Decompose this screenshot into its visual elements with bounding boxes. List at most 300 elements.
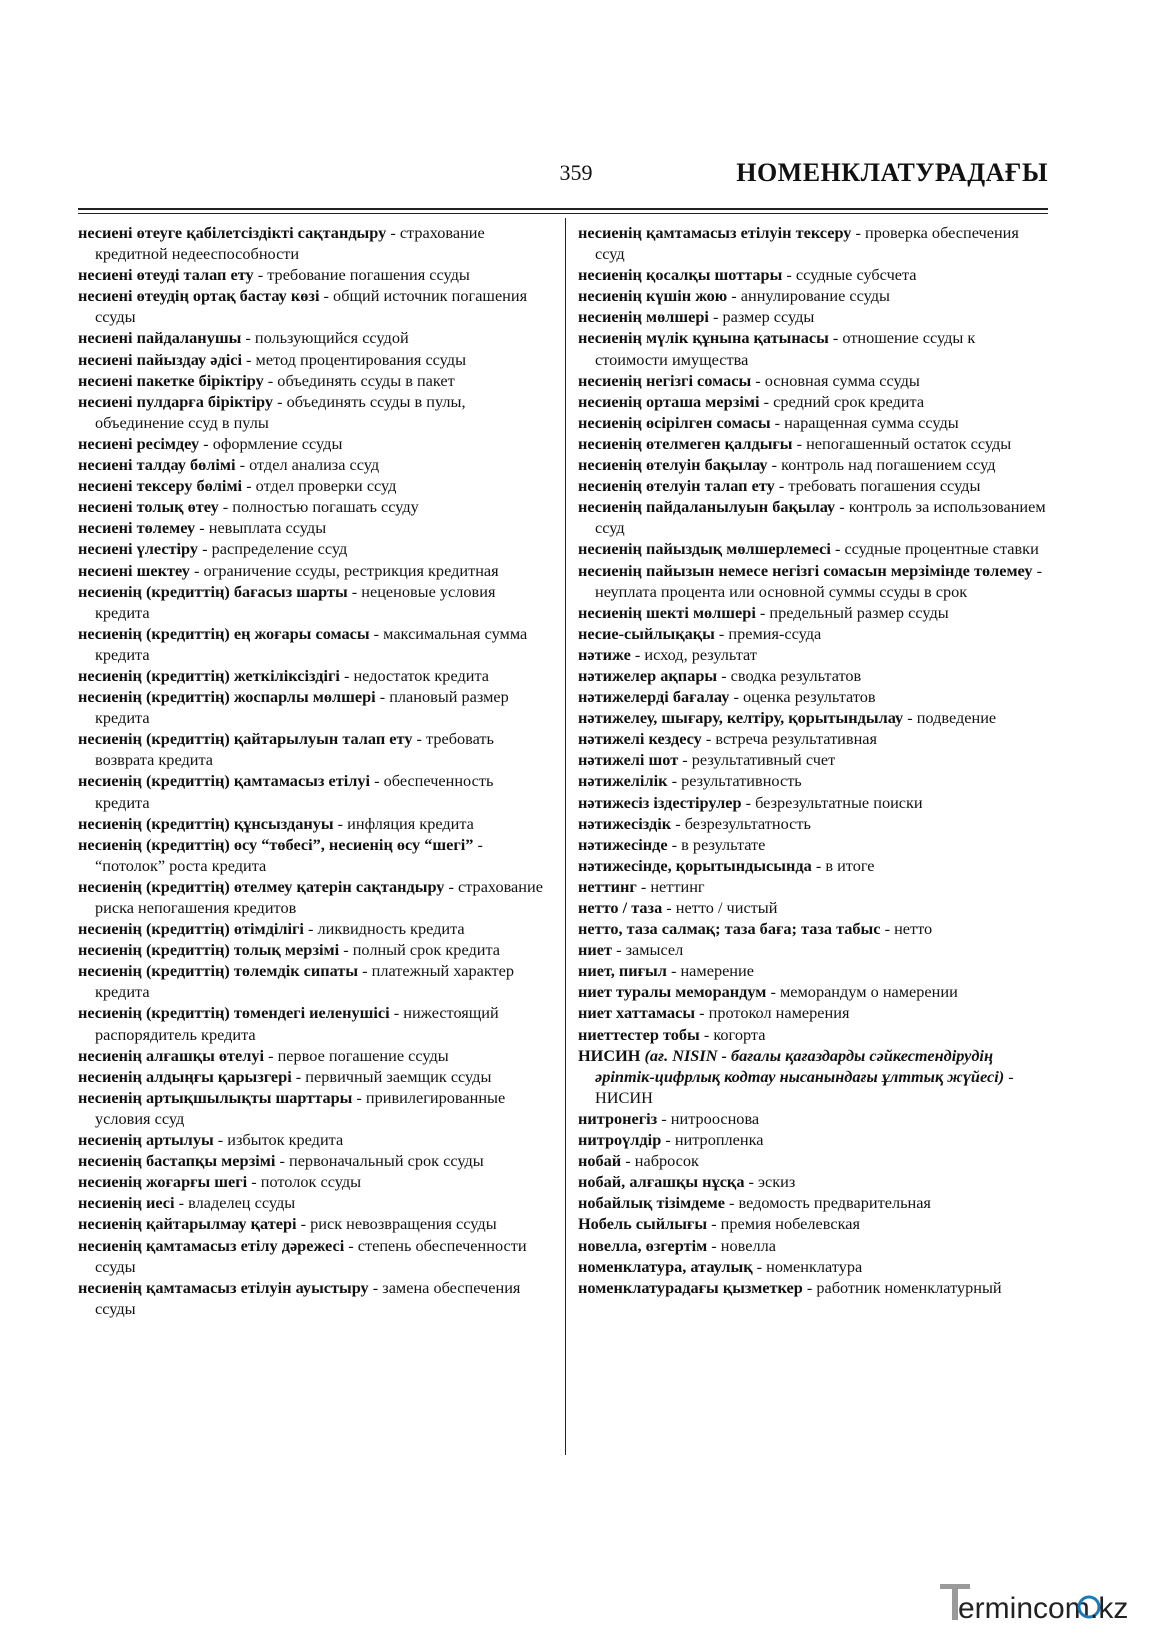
entry-definition: результативный счет	[691, 750, 836, 770]
dictionary-entry	[78, 960, 550, 1002]
entry-separator: -	[707, 1235, 721, 1255]
entry-term: нобайлық тізімдеме	[578, 1193, 725, 1213]
dictionary-entry	[578, 1045, 1050, 1108]
entry-term: нәтижесіздік	[578, 813, 672, 833]
entry-term: несиенің (кредиттің) өтімділігі	[78, 919, 304, 939]
entry-definition: неуплата процента или основной суммы ссуды в срок	[595, 581, 968, 601]
dictionary-entry	[78, 1171, 550, 1192]
dictionary-entry	[578, 939, 1050, 960]
entry-definition: безрезультатность	[684, 813, 811, 833]
entry-term: ниет хаттамасы	[578, 1003, 696, 1023]
dictionary-entry	[578, 412, 1050, 433]
entry-separator: -	[213, 1130, 228, 1150]
entry-separator: -	[621, 1151, 635, 1171]
entry-definition: ликвидность кредита	[317, 919, 465, 939]
entry-definition: первоначальный срок ссуды	[288, 1151, 484, 1171]
entry-term: несиенің (кредиттің) бағасыз шарты	[78, 581, 348, 601]
entry-definition: предельный размер ссуды	[769, 602, 949, 622]
dictionary-entry	[578, 1235, 1050, 1256]
entry-definition: подведение	[916, 708, 997, 728]
entry-separator: -	[358, 961, 372, 981]
entry-separator: -	[751, 370, 765, 390]
entry-term: нәтижесінде	[578, 834, 668, 854]
entry-term: несие-сыйлықақы	[578, 623, 715, 643]
dictionary-entry	[578, 918, 1050, 939]
entry-definition: ведомость предварительная	[738, 1193, 931, 1213]
entry-term: несиенің алдыңғы қарызгері	[78, 1066, 292, 1086]
dictionary-entry	[78, 538, 550, 559]
entry-definition: отношение ссуды к стоимости имущества	[595, 328, 976, 369]
entry-definition: плановый размер кредита	[95, 687, 509, 728]
header-rule-thick	[78, 208, 1048, 210]
entry-term: несиені пулдарға біріктіру	[78, 391, 274, 411]
entry-term: несиенің қамтамасыз етілуін ауыстыру	[78, 1277, 369, 1297]
dictionary-entry	[578, 327, 1050, 369]
entry-term: несиенің (кредиттің) төлемдік сипаты	[78, 961, 359, 981]
entry-definition: требовать возврата кредита	[95, 729, 494, 770]
entry-separator: -	[630, 644, 645, 664]
dictionary-entry	[578, 792, 1050, 813]
entry-term: нәтиже	[578, 644, 631, 664]
entry-separator: -	[666, 961, 681, 981]
entry-term: нәтижелеу, шығару, келтіру, қорытындылау	[578, 708, 904, 728]
entry-term: несиенің күшін жою	[578, 286, 728, 306]
entry-definition: контроль за использованием ссуд	[595, 497, 1046, 538]
entry-term: несиенің (кредиттің) қайтарылуын талап ету	[78, 729, 413, 749]
entry-separator: -	[792, 433, 807, 453]
entry-separator: -	[339, 665, 354, 685]
entry-definition: инфляция кредита	[347, 813, 474, 833]
dictionary-entry	[578, 855, 1050, 876]
dictionary-entry	[578, 370, 1050, 391]
dictionary-entry	[578, 433, 1050, 454]
dictionary-entry	[578, 623, 1050, 644]
entry-definition: набросок	[634, 1151, 699, 1171]
entry-definition: в итоге	[825, 855, 875, 875]
page-number: 359	[559, 160, 593, 185]
entry-separator: -	[444, 876, 459, 896]
dictionary-entry	[578, 1150, 1050, 1171]
dictionary-entry	[78, 285, 550, 327]
entry-definition: требование погашения ссуды	[267, 265, 470, 285]
entry-term: несиенің (кредиттің) толық мерзімі	[78, 940, 340, 960]
entry-term: нәтижесіз іздестірулер	[578, 792, 742, 812]
entry-separator: -	[752, 1256, 767, 1276]
entry-separator: -	[612, 940, 626, 960]
dictionary-entry	[78, 1045, 550, 1066]
entry-separator: -	[744, 1172, 759, 1192]
entry-separator: -	[903, 708, 917, 728]
entry-definition: оформление ссуды	[212, 433, 343, 453]
entry-definition: первое погашение ссуды	[277, 1045, 449, 1065]
entry-separator: -	[671, 813, 685, 833]
dictionary-entry	[578, 644, 1050, 665]
entry-definition: платежный характер кредита	[95, 961, 515, 1002]
entry-term: новелла, өзгертім	[578, 1235, 708, 1255]
entry-term: несиенің жоғарғы шегі	[78, 1172, 248, 1192]
dictionary-entry	[578, 876, 1050, 897]
dictionary-entry	[78, 391, 550, 433]
dictionary-entry	[78, 454, 550, 475]
entry-separator: -	[339, 940, 353, 960]
entry-term: несиені үлестіру	[78, 539, 199, 559]
dictionary-entry	[78, 1213, 550, 1234]
entry-term: несиенің (кредиттің) жеткіліксіздігі	[78, 665, 340, 685]
dictionary-entry	[578, 1002, 1050, 1023]
entry-separator: -	[412, 729, 427, 749]
dictionary-entry	[578, 1213, 1050, 1234]
entry-definition: полный срок кредита	[352, 940, 500, 960]
entry-definition: непогашенный остаток ссуды	[806, 433, 1012, 453]
entry-definition: ссудные процентные ставки	[844, 539, 1039, 559]
entry-separator: -	[727, 286, 741, 306]
entry-definition: риск невозвращения ссуды	[310, 1214, 497, 1234]
entry-separator: -	[473, 834, 483, 854]
entry-definition: привилегированные условия ссуд	[95, 1087, 506, 1128]
entry-definition: результативность	[681, 771, 802, 791]
entry-term: несиенің шекті мөлшері	[578, 602, 756, 622]
dictionary-entry	[578, 285, 1050, 306]
entry-separator: -	[253, 265, 268, 285]
entry-separator: -	[767, 455, 782, 475]
entry-term: несиенің орташа мерзімі	[578, 391, 760, 411]
dictionary-entry	[78, 349, 550, 370]
dictionary-entry	[78, 1192, 550, 1213]
dictionary-entry	[578, 897, 1050, 918]
entry-term: нобай	[578, 1151, 622, 1171]
entry-term: несиенің қамтамасыз етілуін тексеру	[578, 223, 852, 242]
entry-definition: объединять ссуды в пулы, объединение ссуд в пулы	[95, 391, 466, 432]
dictionary-entry	[578, 391, 1050, 412]
entry-separator: -	[375, 687, 390, 707]
dictionary-entry	[578, 264, 1050, 285]
entry-definition: номенклатура	[766, 1256, 863, 1276]
dictionary-entry	[78, 876, 550, 918]
dictionary-entry	[578, 222, 1050, 264]
entry-separator: -	[835, 497, 849, 517]
entry-definition: меморандум о намерении	[779, 982, 958, 1002]
entry-term: нәтижелілік	[578, 771, 668, 791]
entry-term: несиенің қосалқы шоттары	[578, 265, 783, 285]
entry-separator: -	[344, 1235, 358, 1255]
entry-definition: страхование кредитной недееспособности	[95, 223, 485, 264]
dictionary-entry	[578, 981, 1050, 1002]
entry-separator: -	[717, 665, 731, 685]
svg-text:.kz: .kz	[1090, 1592, 1129, 1625]
entry-term: несиенің мөлшері	[578, 307, 709, 327]
entry-term: несиенің пайдаланылуын бақылау	[578, 497, 836, 517]
entry-separator: -	[828, 328, 843, 348]
entry-definition: нетто / чистый	[675, 898, 778, 917]
dictionary-entry	[578, 749, 1050, 770]
dictionary-entry	[578, 1256, 1050, 1277]
entry-term: ниет	[578, 940, 612, 960]
entry-term: НИСИН	[578, 1045, 641, 1065]
entry-definition: общий источник погашения ссуды	[95, 286, 528, 327]
entry-separator: -	[766, 982, 780, 1002]
entry-separator: -	[352, 1087, 366, 1107]
entry-separator: -	[759, 391, 774, 411]
entry-definition: “потолок” роста кредита	[95, 855, 267, 875]
entry-definition: замена обеспечения ссуды	[95, 1277, 521, 1318]
dictionary-entry	[578, 1277, 1050, 1298]
termincom-watermark-logo	[938, 1580, 1138, 1628]
entry-separator: -	[303, 919, 318, 939]
entry-term: несиені төлемеу	[78, 518, 196, 538]
entry-definition: пользующийся ссудой	[254, 328, 409, 348]
entry-separator: -	[242, 476, 256, 496]
dictionary-entry	[578, 707, 1050, 728]
entry-term: несиені өтеудің ортақ бастау көзі	[78, 286, 320, 306]
entry-term: несиенің мүлік құнына қатынасы	[578, 328, 829, 348]
dictionary-entry	[78, 1066, 550, 1087]
dictionary-entry	[78, 517, 550, 538]
svg-text:ermincom: ermincom	[958, 1592, 1090, 1625]
entry-separator: -	[368, 1277, 383, 1297]
dictionary-entry	[78, 770, 550, 812]
dictionary-entry	[578, 560, 1050, 602]
entry-definition: ограничение ссуды, рестрикция кредитная	[203, 560, 499, 580]
dictionary-entry	[78, 370, 550, 391]
dictionary-entry	[578, 960, 1050, 981]
entry-separator: -	[247, 1172, 261, 1192]
entry-definition: полностью погашать ссуду	[232, 497, 419, 517]
entry-term: несиенің (кредиттің) құнсыздануы	[78, 813, 334, 833]
dictionary-entry	[578, 1192, 1050, 1213]
dictionary-entry	[578, 1129, 1050, 1150]
entry-separator: -	[724, 1193, 739, 1213]
entry-term: несиенің (кредиттің) ең жоғары сомасы	[78, 623, 370, 643]
entry-separator: -	[296, 1214, 311, 1234]
dictionary-entry	[578, 665, 1050, 686]
dictionary-entry	[578, 813, 1050, 834]
dictionary-entry	[78, 560, 550, 581]
entry-separator: -	[661, 1130, 675, 1150]
entry-separator: -	[174, 1193, 189, 1213]
entry-definition: нижестоящий распорядитель кредита	[95, 1003, 499, 1044]
entry-separator: -	[707, 1214, 721, 1234]
entry-definition: страхование риска непогашения кредитов	[95, 876, 543, 917]
entry-term: нәтижелі кездесу	[578, 729, 702, 749]
entry-definition: протокол намерения	[708, 1003, 850, 1023]
entry-separator: -	[264, 1045, 278, 1065]
entry-definition: метод процентирования ссуды	[255, 349, 467, 369]
entry-definition: требовать погашения ссуды	[788, 476, 981, 496]
dictionary-entry	[578, 538, 1050, 559]
entry-separator: -	[770, 412, 785, 432]
entry-separator: -	[708, 307, 723, 327]
entry-separator: -	[369, 623, 384, 643]
entry-separator: -	[830, 539, 845, 559]
entry-separator: -	[701, 729, 716, 749]
column-divider	[565, 218, 566, 1455]
entry-term: ниеттестер тобы	[578, 1024, 700, 1044]
dictionary-entry	[78, 222, 550, 264]
entry-definition: избыток кредита	[227, 1130, 344, 1150]
entry-definition: проверка обеспечения ссуд	[595, 223, 1019, 264]
entry-definition: новелла	[720, 1235, 776, 1255]
entry-separator: -	[667, 771, 682, 791]
entry-separator: -	[235, 455, 250, 475]
entry-separator: -	[1004, 1066, 1014, 1086]
dictionary-entry	[578, 1171, 1050, 1192]
entry-term: несиенің алғашқы өтелуі	[78, 1045, 265, 1065]
entry-term: Нобель сыйлығы	[578, 1214, 708, 1234]
entry-separator: -	[811, 855, 826, 875]
dictionary-entry	[578, 770, 1050, 791]
entry-definition: нитрооснова	[670, 1108, 760, 1128]
left-column	[78, 222, 550, 1319]
dictionary-entry	[578, 728, 1050, 749]
entry-definition: аннулирование ссуды	[740, 286, 890, 306]
entry-definition: в результате	[681, 834, 766, 854]
entry-separator: -	[273, 391, 287, 411]
dictionary-entry	[78, 327, 550, 348]
entry-definition: размер ссуды	[722, 307, 815, 327]
dictionary-entry	[78, 1277, 550, 1319]
entry-term: несиенің өтелмеген қалдығы	[578, 433, 793, 453]
entry-definition: средний срок кредита	[773, 391, 925, 411]
entry-definition: премия нобелевская	[720, 1214, 860, 1234]
entry-term: несиені пайыздау әдісі	[78, 349, 242, 369]
entry-term: номенклатурадағы қызметкер	[578, 1277, 803, 1297]
entry-term: несиенің пайызын немесе негізгі сомасын мерзімінде төлемеу	[578, 560, 1033, 580]
entry-definition: распределение ссуд	[211, 539, 348, 559]
entry-definition: нитропленка	[674, 1130, 764, 1150]
entry-separator: -	[741, 792, 756, 812]
entry-term: ниет, пиғыл	[578, 961, 667, 981]
entry-term: несиенің (кредиттің) өсу “төбесі”, несиенің өсу “шегі”	[78, 834, 474, 854]
entry-definition: когорта	[713, 1024, 766, 1044]
entry-term: несиенің артылуы	[78, 1130, 214, 1150]
entry-definition: владелец ссуды	[188, 1193, 296, 1213]
entry-definition: обеспеченность кредита	[95, 771, 494, 812]
entry-term: несиені толық өтеу	[78, 497, 219, 517]
dictionary-entry	[78, 665, 550, 686]
entry-term: нәтижелі шот	[578, 750, 679, 770]
dictionary-entry	[78, 1087, 550, 1129]
entry-note: (ағ. NISIN - бағалы қағаздарды сәйкестендірудің әріптік-цифрлық кодтау нысанындағы ұлттық жүйесі)	[595, 1045, 1005, 1086]
entry-term: несиені пайдаланушы	[78, 328, 242, 348]
entry-separator: -	[851, 223, 866, 242]
entry-definition: недостаток кредита	[353, 665, 489, 685]
entry-term: несиенің негізгі сомасы	[578, 370, 752, 390]
entry-separator: -	[319, 286, 334, 306]
entry-definition: невыплата ссуды	[208, 518, 327, 538]
entry-definition: первичный заемщик ссуды	[305, 1066, 492, 1086]
dictionary-entry	[78, 728, 550, 770]
dictionary-entry	[78, 1235, 550, 1277]
entry-term: нәтижелерді бағалау	[578, 687, 730, 707]
dictionary-entry	[78, 834, 550, 876]
entry-term: несиенің қайтарылмау қатері	[78, 1214, 297, 1234]
dictionary-entry	[578, 834, 1050, 855]
dictionary-entry	[78, 496, 550, 517]
entry-separator: -	[370, 771, 384, 791]
dictionary-entry	[78, 939, 550, 960]
entry-separator: -	[714, 623, 729, 643]
running-head: НОМЕНКЛАТУРАДАҒЫ	[736, 158, 1048, 187]
entry-separator: -	[755, 602, 770, 622]
entry-separator: -	[662, 898, 676, 917]
entry-definition: оценка результатов	[742, 687, 876, 707]
entry-term: несиенің (кредиттің) жоспарлы мөлшері	[78, 687, 376, 707]
entry-term: нитронегіз	[578, 1108, 658, 1128]
entry-definition: нетто	[894, 919, 933, 939]
entry-definition: наращенная сумма ссуды	[784, 412, 959, 432]
dictionary-entry	[578, 686, 1050, 707]
entry-separator: -	[333, 813, 348, 833]
entry-term: несиені өтеуге қабілетсіздікті сақтандыру	[78, 223, 387, 242]
entry-separator: -	[880, 919, 895, 939]
entry-term: нәтижесінде, қорытындысында	[578, 855, 812, 875]
entry-term: несиенің (кредиттің) өтелмеу қатерін сақтандыру	[78, 876, 445, 896]
entry-separator: -	[241, 328, 255, 348]
entry-definition: контроль над погашением ссуд	[781, 455, 996, 475]
dictionary-entry	[78, 433, 550, 454]
entry-separator: -	[774, 476, 789, 496]
entry-term: несиені тексеру бөлімі	[78, 476, 243, 496]
entry-term: несиені өтеуді талап ету	[78, 265, 254, 285]
entry-definition: основная сумма ссуды	[764, 370, 920, 390]
entry-term: несиені ресімдеу	[78, 433, 200, 453]
dictionary-entry	[78, 918, 550, 939]
right-column	[578, 222, 1050, 1298]
dictionary-entry	[578, 306, 1050, 327]
entry-term: несиенің пайыздық мөлшерлемесі	[578, 539, 831, 559]
entry-definition: отдел анализа ссуд	[249, 455, 380, 475]
entry-separator: -	[291, 1066, 306, 1086]
entry-separator: -	[275, 1151, 289, 1171]
entry-definition: степень обеспеченности ссуды	[95, 1235, 527, 1276]
entry-separator: -	[218, 497, 233, 517]
entry-term: несиенің иесі	[78, 1193, 175, 1213]
dictionary-entry	[578, 1024, 1050, 1045]
entry-separator: -	[729, 687, 743, 707]
dictionary-entry	[78, 686, 550, 728]
dictionary-entry	[78, 623, 550, 665]
entry-separator: -	[189, 560, 204, 580]
entry-term: несиені пакетке біріктіру	[78, 370, 264, 390]
dictionary-entry	[578, 475, 1050, 496]
entry-definition: безрезультатные поиски	[755, 792, 923, 812]
entry-term: несиені шектеу	[78, 560, 190, 580]
entry-term: нетто, таза салмақ; таза баға; таза табыс	[578, 919, 881, 939]
entry-definition: потолок ссуды	[260, 1172, 362, 1192]
entry-term: несиенің өтелуін бақылау	[578, 455, 768, 475]
entry-separator: -	[636, 876, 651, 896]
entry-separator: -	[389, 1003, 404, 1023]
dictionary-entry	[78, 475, 550, 496]
entry-separator: -	[347, 581, 362, 601]
dictionary-entry	[78, 1150, 550, 1171]
entry-term: номенклатура, атаулық	[578, 1256, 753, 1276]
entry-definition: встреча результативная	[715, 729, 878, 749]
entry-definition: намерение	[680, 961, 754, 981]
entry-term: несиенің қамтамасыз етілу дәрежесі	[78, 1235, 345, 1255]
entry-term: несиенің (кредиттің) төмендегі иеленушісі	[78, 1003, 390, 1023]
entry-term: несиенің (кредиттің) қамтамасыз етілуі	[78, 771, 371, 791]
dictionary-entry	[578, 454, 1050, 475]
entry-separator: -	[667, 834, 682, 854]
entry-term: несиені талдау бөлімі	[78, 455, 236, 475]
entry-definition: неттинг	[650, 876, 705, 896]
entry-definition: эскиз	[758, 1172, 796, 1192]
entry-definition: НИСИН	[595, 1087, 653, 1107]
entry-separator: -	[782, 265, 796, 285]
entry-definition: замысел	[625, 940, 684, 960]
entry-separator: -	[678, 750, 692, 770]
